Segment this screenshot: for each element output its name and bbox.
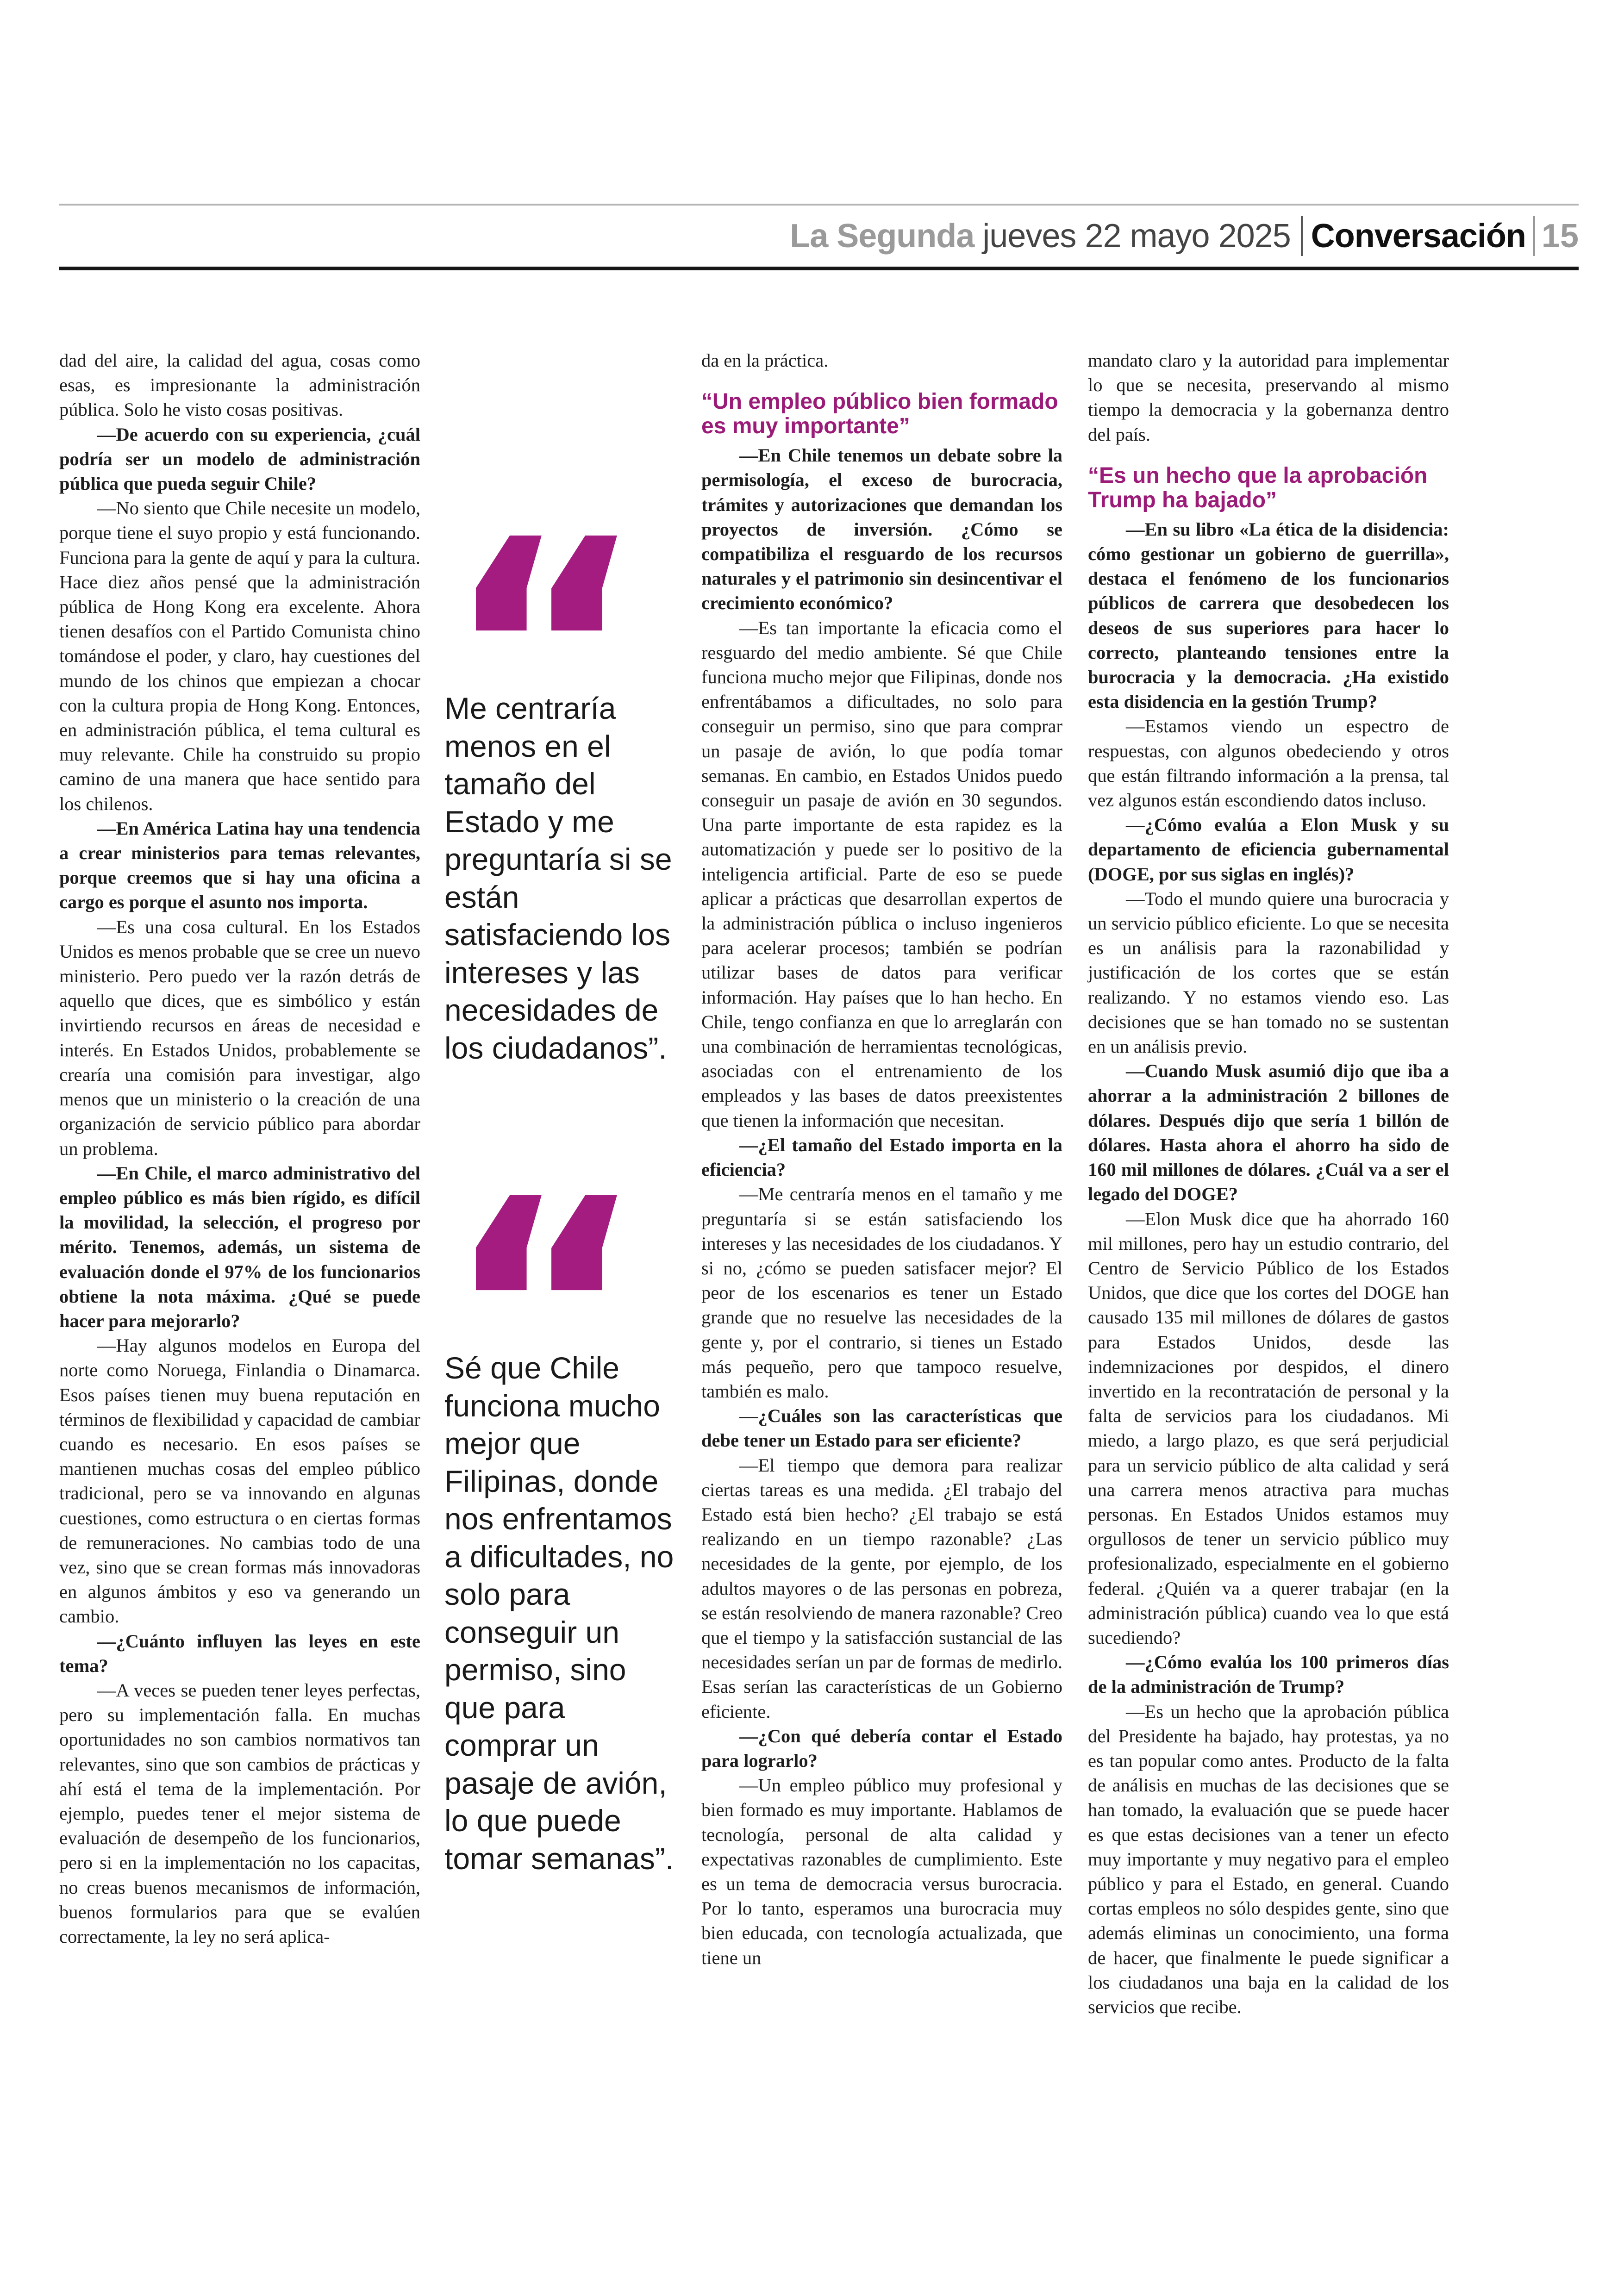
- interview-question: —¿Con qué debería contar el Estado para lograrlo?: [701, 1725, 1062, 1771]
- interview-answer: —Me centraría menos en el tamaño y me preguntaría si se están satisfaciendo los intereses y las necesidades de los ciudadanos. Y si no, ¿cómo se pueden satisfacer mejor? El peor de los escenarios es tener un Estado grande que no resuelve las necesidades de la gente y, por el contrario, si tienes un Estado más pequeño, pero que tampoco resuelve, también es malo.: [701, 1184, 1062, 1402]
- interview-question: —¿Cómo evalúa los 100 primeros días de la administración de Trump?: [1088, 1652, 1449, 1697]
- page-number: 15: [1541, 218, 1579, 255]
- pullquote-1: [444, 532, 676, 1067]
- subheading: “Es un hecho que la aprobación Trump ha bajado”: [1088, 463, 1428, 512]
- quote-mark-icon: [444, 532, 676, 690]
- issue-date: jueves 22 mayo 2025: [982, 218, 1291, 255]
- header-bottom-rule: [59, 267, 1579, 270]
- masthead-divider: [1301, 216, 1303, 256]
- interview-answer: —A veces se pueden tener leyes perfectas, pero su implementación falla. En muchas oportunidades no son cambios normativos tan relevantes, sino que son cambios de prácticas y ahí está el tema de la implementación. Por ejemplo, puedes tener el mejor sistema de evaluación de desempeño de los funcionarios, pero si en la implementación no los capacitas, no creas buenos mecanismos de información, buenos formularios para que se evalúen correctamente, la ley no será aplica-: [59, 1679, 420, 1947]
- interview-answer: —Todo el mundo quiere una burocracia y un servicio público eficiente. Lo que se necesita es un análisis para la razonabilidad y justificación de los cortes que se están realizando. Y no estamos viendo eso. Las decisiones que se han tomado no se sustentan en un análisis previo.: [1088, 888, 1449, 1057]
- quote-mark-icon: [444, 1192, 676, 1349]
- interview-question: —Cuando Musk asumió dijo que iba a ahorrar a la administración 2 billones de dólares. Después dijo que sería 1 billón de dólares. Hasta ahora el ahorro ha sido de 160 mil millones de dólares. ¿Cuál va a ser el legado del DOGE?: [1088, 1060, 1449, 1205]
- pullquote-text: Me centraría menos en el tamaño del Estado y me preguntaría si se están satisfaciendo los intereses y las necesidades de los ciudadanos”.: [444, 691, 672, 1065]
- section-name: Conversación: [1311, 218, 1526, 255]
- article-column-3: [701, 348, 1062, 1970]
- article-column-1: [59, 348, 420, 1949]
- interview-question: —De acuerdo con su experiencia, ¿cuál podría ser un modelo de administración pública que pueda seguir Chile?: [59, 424, 420, 494]
- pullquote-text: Sé que Chile funciona mucho mejor que Filipinas, donde nos enfrentamos a dificultades, no solo para conseguir un permiso, sino que para comprar un pasaje de avión, lo que puede tomar semanas”.: [444, 1351, 674, 1876]
- paragraph: mandato claro y la autoridad para implementar lo que se necesita, preservando al mismo tiempo la democracia y la gobernanza dentro del país.: [1088, 350, 1449, 445]
- interview-answer: —Es tan importante la eficacia como el resguardo del medio ambiente. Sé que Chile funciona mucho mejor que Filipinas, donde nos enfrentábamos a dificultades, no solo para conseguir un permiso, sino que para comprar un pasaje de avión, lo que podía tomar semanas. En cambio, en Estados Unidos puedo conseguir un pasaje de avión en 30 segundos. Una parte importante de esta rapidez es la automatización y puede ser lo positivo de la inteligencia artificial. Parte de eso se puede aplicar a prácticas que desarrollan expertos de la administración pública o incluso ingenieros para acelerar procesos; también se podrían utilizar bases de datos para verificar información. Hay países que lo han hecho. En Chile, tengo confianza en que lo arreglarán con una combinación de herramientas tecnológicas, asociadas con el entrenamiento de los empleados y las bases de datos preexistentes que tienen la información que necesitan.: [701, 617, 1062, 1131]
- interview-question: —¿El tamaño del Estado importa en la eficiencia?: [701, 1134, 1062, 1180]
- header-top-rule: [59, 204, 1579, 206]
- interview-answer: —Es un hecho que la aprobación pública del Presidente ha bajado, hay protestas, ya no es tan popular como antes. Producto de la falta de análisis en muchas de las decisiones que se han tomado, la evaluación que se puede hacer es que estas decisiones van a tener un efecto muy importante y muy negativo para el empleo público y para el Estado, en general. Cuando cortas empleos no sólo despides gente, sino que además eliminas un conocimiento, una forma de hacer, que finalmente le puede significar a los ciudadanos una baja en la calidad de los servicios que recibe.: [1088, 1701, 1449, 2017]
- interview-answer: —Elon Musk dice que ha ahorrado 160 mil millones, pero hay un estudio contrario, del Centro de Servicio Público de los Estados Unidos, que dice que los cortes del DOGE han causado 135 mil millones de dólares de gastos para Estados Unidos, desde las indemnizaciones por despidos, el dinero invertido en la recontratación de personal y la falta de servicios para los ciudadanos. Mi miedo, a largo plazo, es que será perjudicial para un servicio público de alta calidad y será una carrera menos atractiva para muchas personas. En Estados Unidos estamos muy orgullosos de tener un servicio público muy profesionalizado, especialmente en el gobierno federal. ¿Quién va a querer trabajar (en la administración pública) cuando vea lo que está sucediendo?: [1088, 1208, 1449, 1648]
- interview-question: —En Chile, el marco administrativo del empleo público es más bien rígido, es difícil la movilidad, la selección, el progreso por mérito. Tenemos, además, un sistema de evaluación donde el 97% de los funcionarios obtiene la nota máxima. ¿Qué se puede hacer para mejorarlo?: [59, 1162, 420, 1331]
- interview-answer: —Un empleo público muy profesional y bien formado es muy importante. Hablamos de tecnología, personal de alta calidad y expectativas razonables de cumplimiento. Este es un tema de democracia versus burocracia. Por lo tanto, esperamos una burocracia muy bien educada, con tecnología actualizada, que tiene un: [701, 1775, 1062, 1968]
- newspaper-name: La Segunda: [790, 218, 974, 255]
- paragraph: da en la práctica.: [701, 350, 829, 371]
- interview-answer: —Es una cosa cultural. En los Estados Unidos es menos probable que se cree un nuevo ministerio. Pero puedo ver la razón detrás de aquello que dices, que es simbólico y están invirtiendo recursos en áreas de necesidad e interés. En Estados Unidos, probablemente se crearía una comisión para investigar, algo menos que un ministerio o la creación de una organización de servicio público para abordar un problema.: [59, 916, 420, 1159]
- interview-question: —En América Latina hay una tendencia a crear ministerios para temas relevantes, porque creemos que si hay una oficina a cargo es porque el asunto nos importa.: [59, 817, 420, 913]
- interview-answer: —No siento que Chile necesite un modelo, porque tiene el suyo propio y está funcionando. Funciona para la gente de aquí y para la cultura. Hace diez años pensé que la administración pública de Hong Kong era excelente. Ahora tienen desafíos con el Partido Comunista chino tomándose el poder, y claro, hay cuestiones del mundo de los chinos que empiezan a chocar con la cultura propia de Hong Kong. Entonces, en administración pública, el tema cultural es muy relevante. Chile ha construido su propio camino de una manera que hace sentido para los chilenos.: [59, 498, 420, 814]
- pullquote-2: [444, 1192, 676, 1877]
- interview-question: —¿Cuáles son las características que debe tener un Estado para ser eficiente?: [701, 1405, 1062, 1451]
- interview-question: —¿Cómo evalúa a Elon Musk y su departamento de eficiencia gubernamental (DOGE, por sus siglas en inglés)?: [1088, 814, 1449, 885]
- interview-answer: —Hay algunos modelos en Europa del norte como Noruega, Finlandia o Dinamarca. Esos países tienen muy buena reputación en términos de flexibilidad y capacidad de cambiar cuando es necesario. En esos países se mantienen muchas cosas del empleo público tradicional, pero se va innovando en algunas cuestiones, como estructura o en ciertas formas de remuneraciones. No cambias todo de una vez, sino que se crean formas más innovadoras en algunos ámbitos y eso va generando un cambio.: [59, 1335, 420, 1627]
- interview-answer: —El tiempo que demora para realizar ciertas tareas es una medida. ¿El trabajo del Estado está bien hecho? ¿El trabajo se está realizando en un tiempo razonable? ¿Las necesidades de la gente, por ejemplo, de los adultos mayores o de las personas en pobreza, se están resolviendo de manera razonable? Creo que el tiempo y la satisfacción sustancial de las necesidades serían un par de formas de medirlo. Esas serían las características de un Gobierno eficiente.: [701, 1454, 1062, 1722]
- interview-question: —¿Cuánto influyen las leyes en este tema?: [59, 1630, 420, 1676]
- masthead: [790, 208, 1579, 264]
- interview-answer: —Estamos viendo un espectro de respuestas, con algunos obedeciendo y otros que están filtrando información a la prensa, tal vez algunos están escondiendo datos incluso.: [1088, 716, 1449, 811]
- paragraph: dad del aire, la calidad del agua, cosas como esas, es impresionante la administración pública. Solo he visto cosas positivas.: [59, 350, 420, 420]
- masthead-divider-page: [1533, 216, 1535, 256]
- subheading: “Un empleo público bien formado es muy importante”: [701, 389, 1058, 439]
- interview-question: —En Chile tenemos un debate sobre la permisología, el exceso de burocracia, trámites y autorizaciones que demandan los proyectos de inversión. ¿Cómo se compatibiliza el resguardo de los recursos naturales y el patrimonio sin desincentivar el crecimiento económico?: [701, 445, 1062, 614]
- article-column-4: [1088, 348, 1449, 2019]
- interview-question: —En su libro «La ética de la disidencia: cómo gestionar un gobierno de guerrilla», destaca el fenómeno de los funcionarios públicos de carrera que desobedecen los deseos de sus superiores para hacer lo correcto, planteando tensiones entre la burocracia y la democracia. ¿Ha existido esta disidencia en la gestión Trump?: [1088, 518, 1449, 712]
